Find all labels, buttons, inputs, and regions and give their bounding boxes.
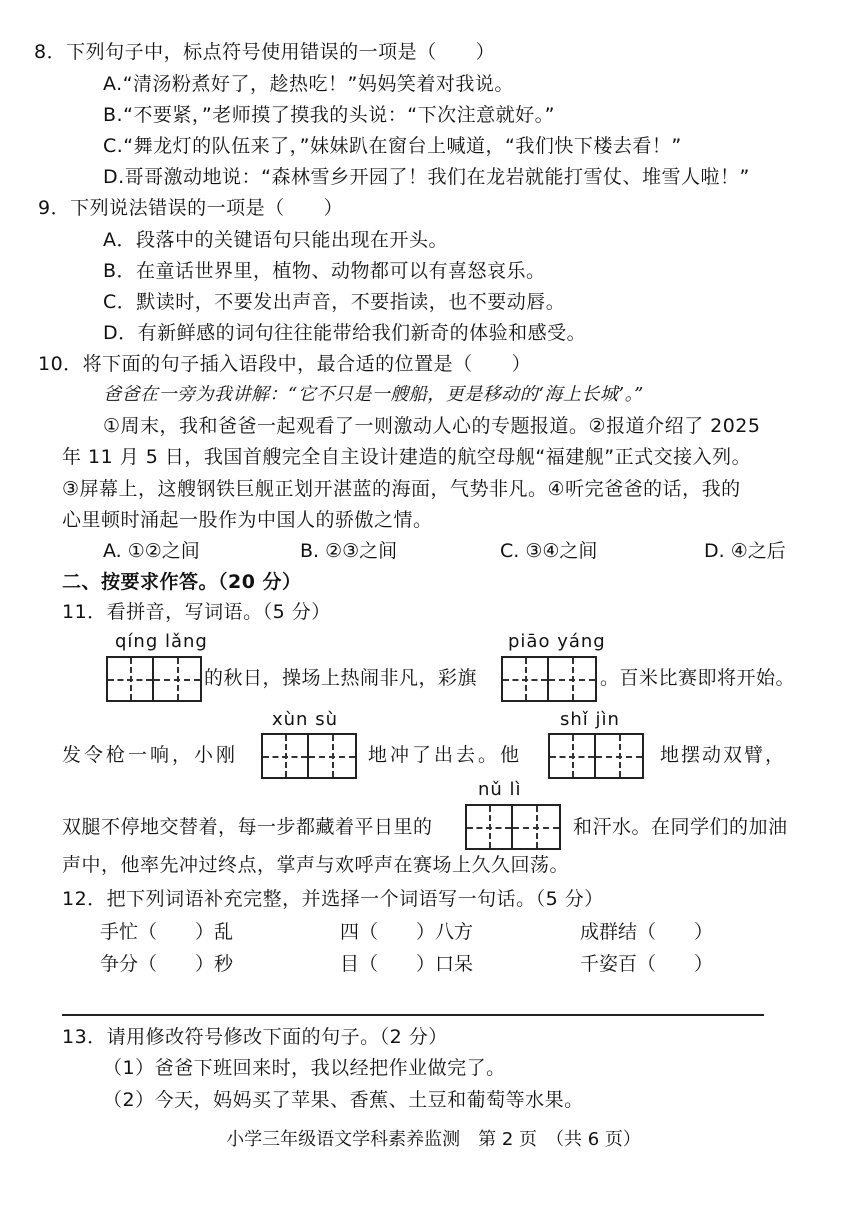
question-11-text-4: 地冲了出去。他	[368, 744, 523, 766]
idiom-blank-6[interactable]: 千姿百（ ）	[580, 953, 714, 975]
idiom-blank-4[interactable]: 争分（ ）秒	[100, 953, 234, 975]
pinyin-piao-yang: piāo yáng	[508, 631, 606, 652]
question-13-sentence-1: （1）爸爸下班回来时，我以经把作业做完了。	[103, 1057, 506, 1079]
question-10-option-c: C. ③④之间	[500, 540, 598, 562]
question-10-option-a: A. ①②之间	[103, 540, 200, 562]
question-11-text-8: 声中，他率先冲过终点，掌声与欢呼声在赛场上久久回荡。	[62, 854, 570, 876]
idiom-blank-1[interactable]: 手忙（ ）乱	[100, 921, 234, 943]
pinyin-xun-su: xùn sù	[272, 709, 338, 730]
question-10-option-b: B. ②③之间	[300, 540, 398, 562]
question-10-passage-line-3: ③屏幕上，这艘钢铁巨舰正划开湛蓝的海面，气势非凡。④听完爸爸的话，我的	[62, 478, 741, 500]
writing-grid-1[interactable]	[106, 656, 202, 702]
question-10-passage-line-2: 年 11 月 5 日，我国首艘完全自主设计建造的航空母舰“福建舰”正式交接入列。	[62, 446, 752, 468]
question-9-option-b: B．在童话世界里，植物、动物都可以有喜怒哀乐。	[103, 260, 546, 282]
writing-grid-5[interactable]	[465, 804, 561, 850]
question-13-sentence-2: （2）今天，妈妈买了苹果、香蕉、土豆和葡萄等水果。	[103, 1089, 584, 1111]
answer-line[interactable]	[62, 1014, 764, 1016]
question-8-option-a: A.“清汤粉煮好了，趁热吃！”妈妈笑着对我说。	[103, 73, 514, 95]
question-11-text-1: 的秋日，操场上热闹非凡，彩旗	[204, 667, 478, 689]
idiom-blank-3[interactable]: 成群结（ ）	[580, 921, 714, 943]
question-8-option-c: C.“舞龙灯的队伍来了，”妹妹趴在窗台上喊道，“我们快下楼去看！”	[103, 135, 682, 157]
question-10-passage-line-1: ①周末，我和爸爸一起观看了一则激动人心的专题报道。②报道介绍了 2025	[103, 415, 761, 437]
question-8-option-b: B.“不要紧，”老师摸了摸我的头说：“下次注意就好。”	[103, 104, 555, 126]
question-11-text-7: 和汗水。在同学们的加油	[573, 816, 788, 838]
question-10-quote: 爸爸在一旁为我讲解：“它不只是一艘船，更是移动的‘海上长城’。”	[103, 384, 644, 405]
question-9-stem: 9．下列说法错误的一项是（ ）	[38, 197, 344, 219]
question-9-option-a: A．段落中的关键语句只能出现在开头。	[103, 229, 448, 251]
pinyin-nu-li: nǔ lì	[478, 779, 522, 800]
idiom-blank-5[interactable]: 目（ ）口呆	[340, 953, 474, 975]
question-10-passage-line-4: 心里顿时涌起一股作为中国人的骄傲之情。	[62, 509, 433, 531]
question-11-text-2: 。百米比赛即将开始。	[600, 667, 796, 689]
page-footer: 小学三年级语文学科素养监测 第 2 页 （共 6 页）	[226, 1129, 641, 1150]
question-9-option-c: C．默读时，不要发出声音，不要指读，也不要动唇。	[103, 291, 566, 313]
question-11-text-5: 地摆动双臂，	[660, 744, 787, 766]
question-11-text-6: 双腿不停地交替着，每一步都藏着平日里的	[62, 816, 433, 838]
idiom-blank-2[interactable]: 四（ ）八方	[340, 921, 474, 943]
question-12-stem: 12．把下列词语补充完整，并选择一个词语写一句话。（5 分）	[62, 888, 604, 910]
question-8-stem: 8．下列句子中，标点符号使用错误的一项是（ ）	[34, 41, 496, 63]
section-2-heading: 二、按要求作答。（20 分）	[62, 571, 302, 593]
question-11-text-3: 发令枪一响，小刚	[62, 744, 239, 766]
writing-grid-2[interactable]	[501, 656, 597, 702]
question-11-stem: 11．看拼音，写词语。（5 分）	[62, 601, 331, 623]
question-13-stem: 13．请用修改符号修改下面的句子。（2 分）	[62, 1026, 448, 1048]
writing-grid-3[interactable]	[261, 733, 357, 779]
question-9-option-d: D．有新鲜感的词句往往能带给我们新奇的体验和感受。	[103, 322, 587, 344]
question-8-option-d: D.哥哥激动地说：“森林雪乡开园了！我们在龙岩就能打雪仗、堆雪人啦！”	[103, 166, 750, 188]
question-10-option-d: D. ④之后	[704, 540, 786, 562]
pinyin-shi-jin: shǐ jìn	[560, 709, 620, 730]
writing-grid-4[interactable]	[548, 733, 644, 779]
pinyin-qing-lang: qíng lǎng	[115, 631, 208, 652]
question-10-stem: 10．将下面的句子插入语段中，最合适的位置是（ ）	[38, 353, 532, 375]
